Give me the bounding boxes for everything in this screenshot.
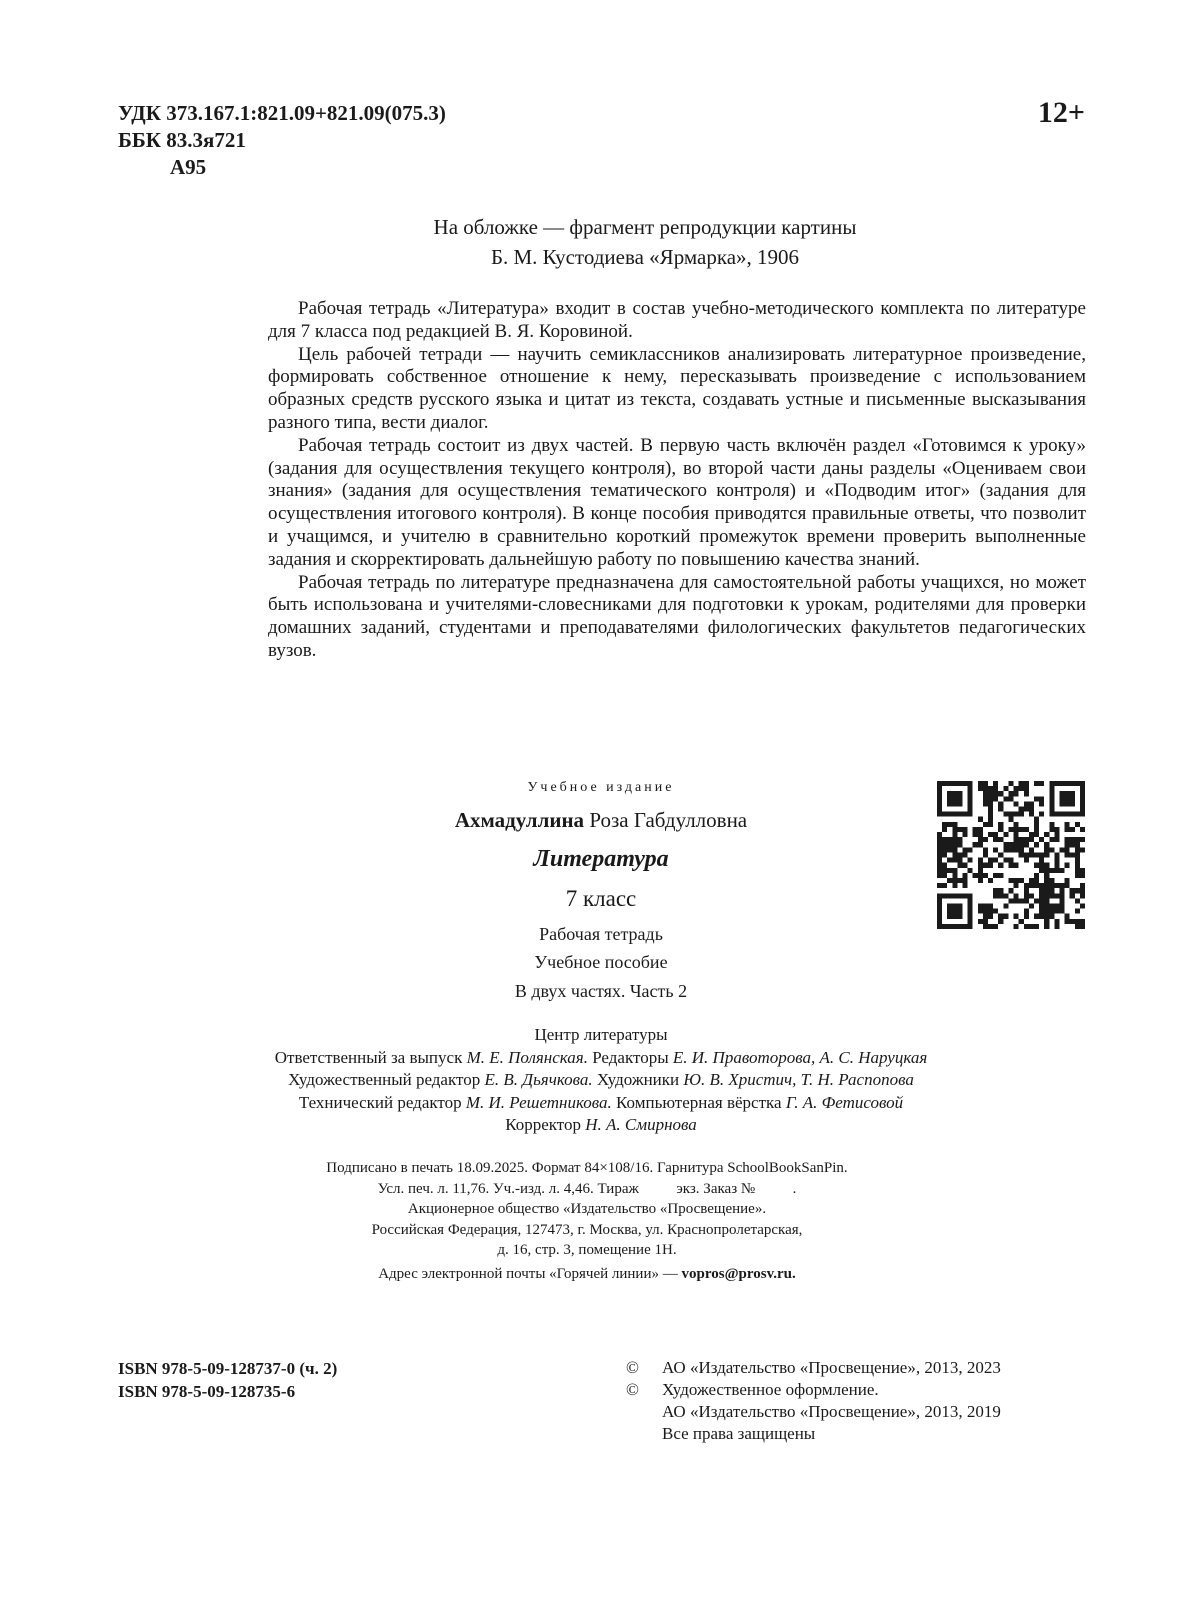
credit-label: Компьютерная вёрстка [616, 1092, 782, 1112]
copyright-icon: © [626, 1380, 639, 1399]
cover-note-line: На обложке — фрагмент репродукции картины [433, 215, 857, 239]
credit-name: Н. А. Смирнова [585, 1115, 697, 1134]
copyright-icon: © [626, 1358, 639, 1377]
credit-name: Г. А. Фетисовой [785, 1092, 904, 1112]
copyright-row [626, 1401, 1001, 1423]
copyright-block [626, 1357, 1001, 1445]
email-label: Адрес электронной почты «Горячей линии» — [378, 1265, 678, 1282]
author-surname: Ахмадуллина [454, 808, 585, 832]
cover-note [0, 212, 1200, 272]
credit-label: Корректор [505, 1115, 581, 1134]
print-details-line: д. 16, стр. 3, помещение 1Н. [497, 1242, 677, 1258]
print-details-line: Усл. печ. л. 11,76. Уч.-изд. л. 4,46. Тираж экз. Заказ № . [377, 1180, 797, 1197]
annotation-paragraph: Цель рабочей тетради — научить семиклассников анализировать литературное произведение, формировать собственное отношение к нему, пересказывать произведение с использованием образных средств русского языка и цитат из текста, создавать устные и письменные высказывания разного типа, вести диалог. [268, 343, 1086, 433]
credit-name: М. И. Решетникова. [465, 1092, 612, 1112]
copyright-text: Все права защищены [662, 1424, 816, 1443]
book-parts: В двух частях. Часть 2 [514, 981, 688, 1001]
credit-name: Е. В. Дьячкова. [484, 1070, 593, 1089]
credits-line [0, 1047, 1200, 1070]
bbk-code: ББК 83.3я721 [118, 128, 246, 152]
isbn-block [118, 1357, 337, 1403]
print-details-line: Акционерное общество «Издательство «Просвещение». [407, 1201, 767, 1217]
credits-line [0, 1092, 1200, 1115]
author-given-names: Роза Габдулловна [589, 808, 748, 832]
udk-code: УДК 373.167.1:821.09+821.09(075.3) [118, 101, 446, 125]
print-details-line: Подписано в печать 18.09.2025. Формат 84×108/16. Гарнитура SchoolBookSanPin. [326, 1160, 848, 1176]
print-details-line: Российская Федерация, 127473, г. Москва, ул. Краснопролетарская, [371, 1221, 803, 1238]
credit-label: Технический редактор [298, 1092, 462, 1112]
credit-label: Редакторы [592, 1047, 669, 1067]
age-rating: 12+ [1037, 96, 1085, 129]
author-sign: А95 [170, 155, 207, 179]
book-kind: Учебное пособие [534, 952, 668, 972]
annotation-paragraph: Рабочая тетрадь по литературе предназначена для самостоятельной работы учащихся, но может быть использована и учителями-словесниками для подготовки к урокам, родителями для проверки домашних заданий, студентами и преподавателями филологических факультетов педагогических вузов. [268, 571, 1086, 661]
copyright-row [626, 1379, 1001, 1401]
isbn-line: ISBN 978-5-09-128735-6 [118, 1382, 296, 1401]
copyright-text: АО «Издательство «Просвещение», 2013, 2023 [662, 1358, 1001, 1377]
classification-codes [118, 100, 446, 181]
credits-line [0, 1114, 1200, 1137]
credit-label: Художественный редактор [288, 1070, 481, 1089]
credit-name: М. Е. Полянская. [466, 1047, 588, 1067]
annotation-paragraph: Рабочая тетрадь «Литература» входит в состав учебно-методического комплекта по литературе для 7 класса под редакцией В. Я. Коровиной. [268, 298, 1086, 342]
email-end: . [792, 1265, 796, 1282]
isbn-line: ISBN 978-5-09-128737-0 (ч. 2) [118, 1359, 338, 1378]
copyright-text: Художественное оформление. [662, 1380, 879, 1399]
credit-name: Е. И. Правоторова, А. С. Наруцкая [672, 1047, 928, 1067]
credit-label: Художники [596, 1070, 680, 1089]
credit-label: Ответственный за выпуск [274, 1047, 463, 1067]
hotline-email-line [0, 1264, 1174, 1285]
book-title: Литература [533, 846, 669, 872]
annotation [268, 298, 1086, 663]
book-subtitle: Рабочая тетрадь [539, 924, 663, 944]
cover-note-line: Б. М. Кустодиева «Ярмарка», 1906 [490, 245, 800, 269]
credits [0, 1024, 1200, 1137]
copyright-row [626, 1423, 1001, 1445]
copyright-text: АО «Издательство «Просвещение», 2013, 2019 [662, 1402, 1001, 1421]
qr-code-icon [937, 781, 1085, 929]
center-name: Центр литературы [534, 1025, 668, 1044]
print-details [0, 1158, 1174, 1284]
credit-name: Ю. В. Христич, Т. Н. Распопова [683, 1070, 914, 1089]
grade: 7 класс [565, 886, 637, 911]
copyright-row [626, 1357, 1001, 1379]
annotation-paragraph: Рабочая тетрадь состоит из двух частей. В первую часть включён раздел «Готовимся к уроку» (задания для осуществления текущего контроля), во второй части даны разделы «Оцениваем свои знания» (задания для осуществления тематического контроля) и «Подводим итог» (задания для осуществления итогового контроля). В конце пособия приводятся правильные ответы, что позволит и учащимся, и учителю в сравнительно короткий промежуток времени проверить выполненные задания и скорректировать дальнейшую работу по повышению качества знаний. [268, 434, 1086, 570]
credits-line [0, 1069, 1200, 1092]
email-address: vopros@prosv.ru [681, 1265, 793, 1282]
edition-type: Учебное издание [527, 780, 675, 795]
